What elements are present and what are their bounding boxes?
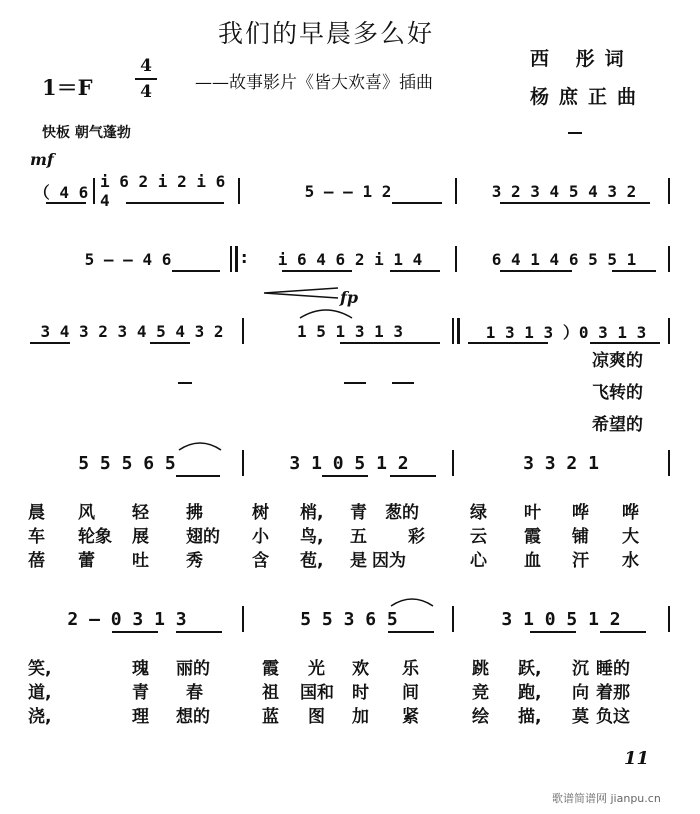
lead-verse-3: 希望的 (592, 415, 643, 435)
score-system-1 (0, 172, 700, 210)
measure: （ 4 6 (33, 182, 89, 202)
score-system-3 (0, 316, 700, 346)
measure: 2 — 0 3 1 3 (67, 608, 187, 630)
lyricist-credit: 西 彤词 (530, 48, 634, 70)
measure: 5 — — 4 6 (84, 249, 172, 269)
key-signature: 1＝F (42, 75, 93, 100)
lyric-line-1b: 笑, 瑰 丽的 霞 光 欢 乐 跳 跃, 沉 睡的 (28, 659, 630, 679)
score-system-5 (0, 604, 700, 634)
slur (388, 594, 436, 608)
lyric-line-1a: 晨 风 轻 拂 树 梢, 青 葱的 绿 叶 哗 哗 (28, 503, 639, 523)
score-system-2: 5 — — 4 6 : i 6 4 6 2 i 1 4 6 4 1 4 6 5 5 1 (0, 244, 700, 274)
song-title: 我们的早晨多么好 (218, 19, 435, 48)
lead-verse-1: 凉爽的 (592, 351, 643, 371)
measure: 5 5 3 6 5 (300, 608, 398, 630)
time-signature-top: 4 (140, 56, 152, 76)
dynamic-fp: fp (340, 288, 359, 307)
score-system-4 (0, 448, 700, 478)
measure: 3 4 3 2 3 4 5 4 3 2 (40, 321, 224, 341)
measure: 3 2 3 4 5 4 3 2 (491, 181, 637, 201)
measure: 1 5 1 3 1 3 (297, 321, 403, 341)
crescendo-hairpin (262, 286, 342, 300)
measure: 5 — — 1 2 (304, 181, 392, 201)
page-number: 11 (624, 748, 650, 769)
time-signature-bottom: 4 (140, 82, 152, 102)
lyric-line-2a: 车 轮象 展 翅的 小 鸟, 五 彩 云 霞 铺 大 (28, 527, 639, 547)
lyric-line-3a: 蓓 蕾 吐 秀 含 苞, 是 因为 心 血 汗 水 (28, 551, 639, 571)
measure: 3 1 0 5 1 2 (501, 608, 621, 630)
lyric-line-2b: 道, 青 春 祖 国和 时 间 竞 跑, 向 着那 (28, 683, 630, 703)
measure: 3 3 2 1 (523, 452, 599, 474)
measure: i 6 2 i 2 i 6 4 (100, 172, 226, 210)
measure: 3 1 0 5 1 2 (289, 452, 409, 474)
composer-credit: 杨庶正曲 (530, 86, 647, 108)
dynamic-mf: mf (30, 150, 54, 169)
measure: 1 3 1 3 ）0 3 1 3 (485, 322, 647, 342)
measure: 6 4 1 4 6 5 5 1 (491, 249, 637, 269)
measure: i 6 4 6 2 i 1 4 (277, 249, 423, 269)
slur (296, 304, 356, 320)
time-signature (135, 56, 157, 102)
slur (176, 438, 224, 452)
lyric-line-3b: 浇, 理 想的 蓝 图 加 紧 绘 描, 莫 负这 (28, 707, 630, 727)
lead-verse-2: 飞转的 (592, 383, 643, 403)
subtitle: ——故事影片《皆大欢喜》插曲 (195, 73, 433, 93)
tempo-marking: 快板 朝气蓬勃 (42, 125, 131, 141)
measure: 5 5 5 6 5 (78, 452, 176, 474)
watermark: 歌谱简谱网 jianpu.cn (552, 792, 661, 805)
